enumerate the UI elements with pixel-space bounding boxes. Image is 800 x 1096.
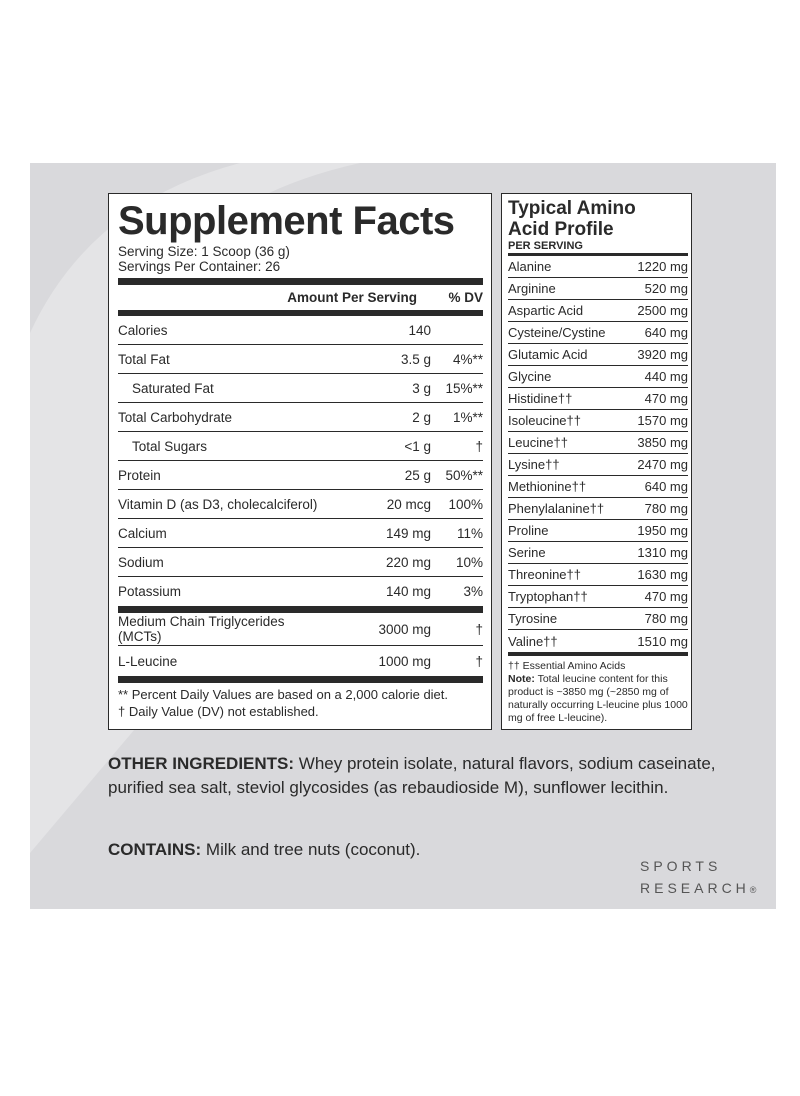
facts-row	[118, 490, 483, 519]
facts-title: Supplement Facts	[118, 199, 455, 243]
amino-row	[508, 498, 688, 520]
amino-name: Alanine	[508, 259, 552, 274]
amino-name: Valine††	[508, 633, 558, 649]
amino-row	[508, 322, 688, 344]
nutrient-amount: 3000 mg	[378, 621, 431, 637]
nutrient-amount: 140 mg	[385, 584, 431, 599]
facts-rows	[118, 316, 483, 676]
facts-row	[118, 646, 483, 676]
amino-name: Aspartic Acid	[508, 303, 584, 318]
nutrient-dv: 11%	[456, 525, 483, 541]
amino-value: 470 mg	[644, 589, 688, 604]
amino-row	[508, 410, 688, 432]
facts-row	[118, 577, 483, 606]
facts-row	[118, 548, 483, 577]
contains-statement	[108, 840, 420, 860]
nutrient-dv: †	[475, 653, 483, 669]
servings-per-container: Servings Per Container: 26	[118, 259, 281, 274]
note-label: Note:	[508, 673, 535, 685]
amino-row	[508, 454, 688, 476]
amino-row	[508, 256, 688, 278]
facts-row	[118, 461, 483, 490]
nutrient-dv: 100%	[448, 496, 483, 512]
amino-rows	[508, 256, 688, 656]
amino-row	[508, 564, 688, 586]
amino-name: Methionine††	[508, 479, 587, 494]
amino-value: 780 mg	[644, 501, 688, 516]
contains-text: Milk and tree nuts (coconut).	[201, 840, 421, 859]
nutrient-name: Total Fat	[118, 351, 170, 367]
nutrient-name: Total Carbohydrate	[118, 409, 233, 425]
nutrient-amount: <1 g	[404, 438, 431, 454]
nutrient-name: Potassium	[118, 584, 182, 599]
amino-row	[508, 542, 688, 564]
amino-row	[508, 366, 688, 388]
nutrient-name: Sodium	[118, 554, 164, 570]
other-ingredients	[108, 752, 728, 800]
nutrient-name: Saturated Fat	[132, 380, 214, 396]
nutrient-dv: †	[475, 621, 483, 637]
nutrient-name: Total Sugars	[132, 438, 208, 454]
divider	[118, 676, 483, 683]
note-text: Total leucine content for this product is ~3850 mg (~2850 mg of naturally occurring L-leucine plus 1000 mg of free L-leucine).	[508, 673, 688, 724]
amino-row	[508, 520, 688, 542]
amino-row	[508, 388, 688, 410]
amino-value: 640 mg	[644, 325, 688, 340]
amino-row	[508, 300, 688, 322]
contains-label: CONTAINS:	[108, 840, 202, 859]
leucine-note	[508, 673, 688, 725]
amino-name: Glutamic Acid	[508, 347, 588, 362]
nutrient-name: Vitamin D (as D3, cholecalciferol)	[118, 496, 318, 512]
amino-value: 440 mg	[644, 369, 688, 384]
amino-name: Isoleucine††	[508, 413, 581, 428]
brand-line2-text: RESEARCH	[640, 880, 750, 896]
nutrient-amount: 20 mcg	[386, 496, 431, 512]
footnote-dagger: † Daily Value (DV) not established.	[118, 704, 319, 719]
facts-row	[118, 432, 483, 461]
amino-notes	[508, 660, 688, 725]
amino-row	[508, 586, 688, 608]
facts-row	[118, 403, 483, 432]
amino-value: 1570 mg	[637, 413, 688, 428]
amino-value: 1310 mg	[637, 545, 688, 560]
amino-name: Lysine††	[508, 457, 560, 472]
amino-value: 520 mg	[644, 281, 688, 296]
amino-row	[508, 432, 688, 454]
amino-name: Tyrosine	[508, 611, 558, 626]
supplement-facts-panel	[108, 193, 492, 730]
divider	[118, 278, 483, 285]
other-ingredients-text: Whey protein isolate, natural flavors, sodium caseinate, purified sea salt, steviol glycosides (as rebaudioside M), sunflower lecithin.	[108, 754, 716, 797]
amino-name: Cysteine/Cystine	[508, 325, 606, 340]
facts-row	[118, 374, 483, 403]
footnote-dv: ** Percent Daily Values are based on a 2,000 calorie diet.	[118, 687, 449, 702]
amino-row	[508, 630, 688, 656]
nutrient-name: L-Leucine	[118, 653, 178, 669]
other-ingredients-label: OTHER INGREDIENTS:	[108, 754, 295, 773]
facts-row	[118, 345, 483, 374]
nutrient-dv: 15%**	[445, 380, 483, 396]
amino-name: Phenylalanine††	[508, 501, 605, 516]
amino-value: 2470 mg	[637, 457, 688, 472]
amino-title-line1: Typical Amino	[508, 198, 636, 219]
amino-name: Tryptophan††	[508, 589, 588, 604]
brand-logo	[640, 855, 756, 901]
amino-value: 780 mg	[644, 611, 688, 626]
brand-line1: SPORTS	[640, 858, 722, 874]
nutrient-dv: †	[475, 438, 483, 454]
amino-row	[508, 476, 688, 498]
brand-line2	[640, 877, 756, 901]
nutrient-amount: 1000 mg	[378, 653, 431, 669]
nutrient-name: Calories	[118, 322, 168, 338]
facts-row	[118, 519, 483, 548]
amino-value: 1510 mg	[637, 633, 688, 649]
amount-header: Amount Per Serving	[287, 290, 417, 305]
amino-value: 2500 mg	[637, 303, 688, 318]
amino-value: 470 mg	[644, 391, 688, 406]
amino-value: 1630 mg	[637, 567, 688, 582]
registered-mark: ®	[749, 885, 757, 895]
nutrient-dv: 3%	[463, 584, 483, 599]
amino-title-line2: Acid Profile	[508, 219, 614, 240]
amino-row	[508, 608, 688, 630]
nutrient-dv: 10%	[455, 554, 483, 570]
amino-value: 1950 mg	[637, 523, 688, 538]
nutrient-amount: 140	[408, 322, 431, 338]
nutrient-dv: 1%**	[452, 409, 483, 425]
amino-acid-panel	[501, 193, 692, 730]
divider	[118, 606, 483, 613]
nutrient-amount: 149 mg	[385, 525, 431, 541]
nutrient-amount: 25 g	[404, 467, 431, 483]
amino-value: 640 mg	[644, 479, 688, 494]
essential-note: †† Essential Amino Acids	[508, 660, 626, 672]
facts-row	[118, 613, 483, 646]
amino-name: Leucine††	[508, 435, 568, 450]
amino-row	[508, 278, 688, 300]
nutrient-amount: 220 mg	[385, 554, 431, 570]
facts-header	[118, 285, 483, 311]
nutrient-amount: 2 g	[412, 409, 431, 425]
serving-size: Serving Size: 1 Scoop (36 g)	[118, 244, 290, 259]
amino-name: Serine	[508, 545, 546, 560]
nutrient-dv: 50%**	[445, 467, 483, 483]
facts-row	[118, 316, 483, 345]
dv-header: % DV	[448, 290, 483, 305]
amino-value: 3850 mg	[637, 435, 688, 450]
amino-value: 1220 mg	[637, 259, 688, 274]
amino-name: Threonine††	[508, 567, 581, 582]
amino-name: Histidine††	[508, 391, 573, 406]
nutrient-name: Medium Chain Triglycerides (MCTs)	[118, 614, 285, 644]
amino-row	[508, 344, 688, 366]
nutrient-amount: 3 g	[412, 380, 431, 396]
amino-subtitle: PER SERVING	[508, 240, 583, 252]
nutrient-dv: 4%**	[452, 351, 483, 367]
footnotes	[118, 686, 483, 720]
amino-name: Proline	[508, 523, 549, 538]
nutrient-amount: 3.5 g	[400, 351, 431, 367]
amino-name: Arginine	[508, 281, 556, 296]
amino-value: 3920 mg	[637, 347, 688, 362]
nutrient-name: Protein	[118, 467, 161, 483]
nutrient-name: Calcium	[118, 525, 167, 541]
amino-name: Glycine	[508, 369, 552, 384]
